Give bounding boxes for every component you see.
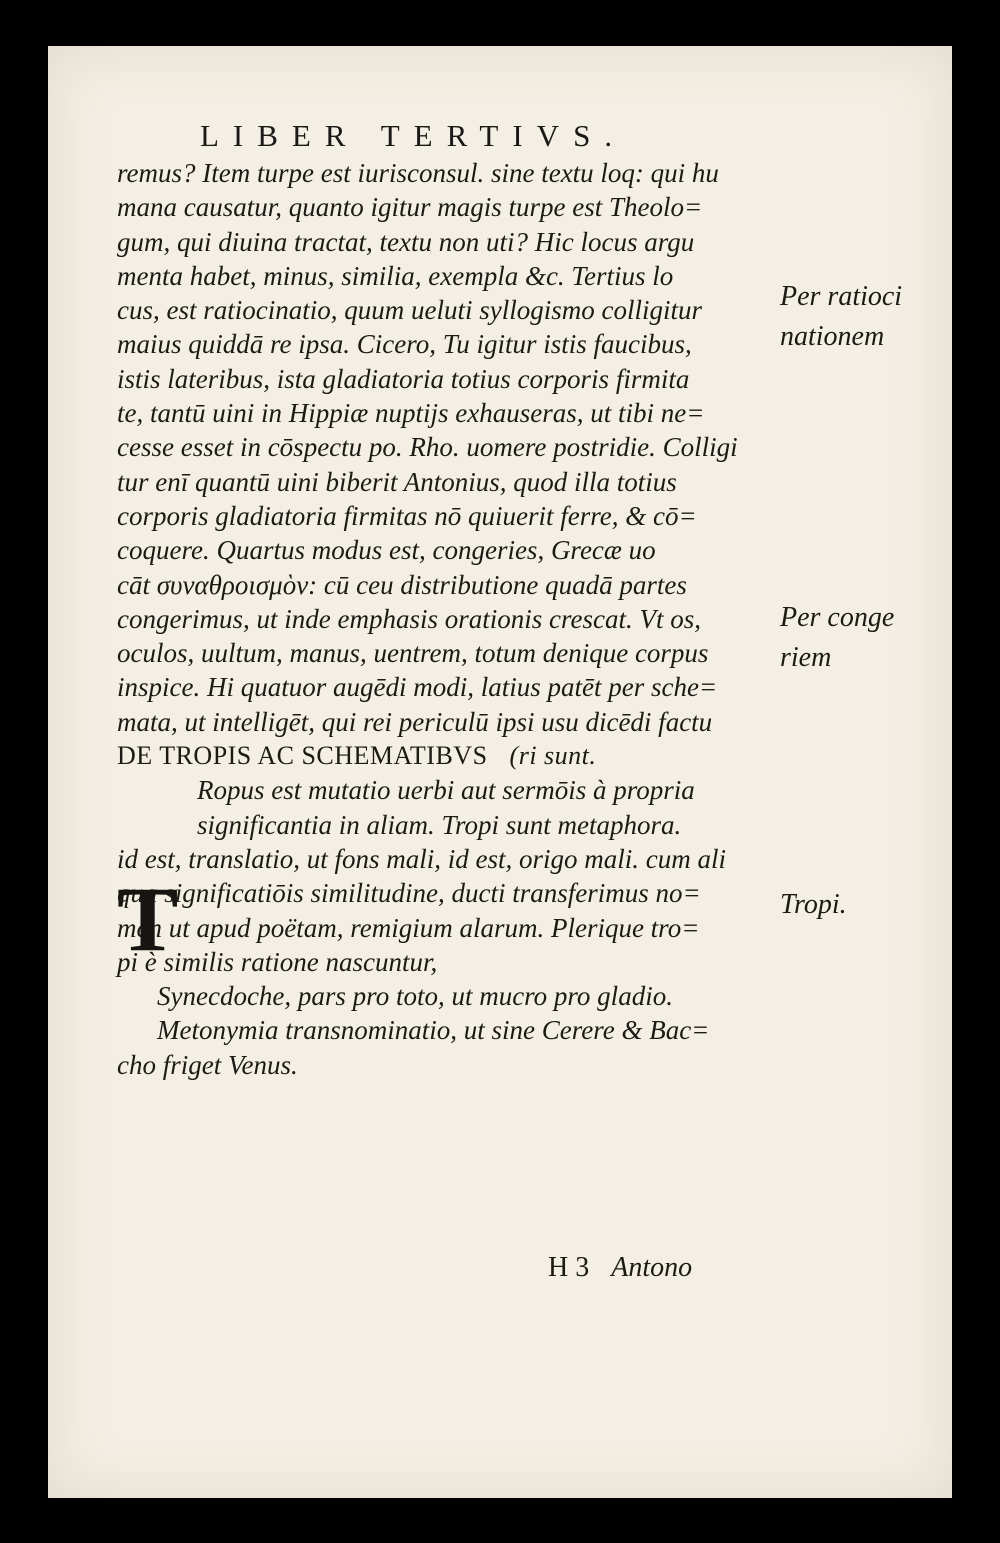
margin-note-ratiocinationem-2: nationem — [780, 321, 885, 352]
text-line: corporis gladiatoria firmitas nō quiuerit ferre, & cō= — [117, 500, 697, 531]
text-line: qua significatiōis similitudine, ducti transferimus no= — [117, 878, 701, 909]
text-line: cho friget Venus. — [117, 1049, 298, 1080]
margin-note-tropi: Tropi. — [780, 889, 847, 920]
text-line: cāt συναθροισμὸν: cū ceu distributione quadā partes — [117, 569, 687, 600]
text-line: mata, ut intelligēt, qui rei periculū ipsi usu dicēdi factu — [117, 706, 713, 737]
text-line: istis lateribus, ista gladiatoria totius corporis firmita — [117, 363, 690, 394]
text-line: men ut apud poëtam, remigium alarum. Plerique tro= — [117, 912, 700, 943]
text-line: inspice. Hi quatuor augēdi modi, latius patēt per sche= — [117, 672, 718, 703]
signature-mark: H 3 — [548, 1252, 590, 1283]
text-line: Metonymia transnominatio, ut sine Cerere & Bac= — [157, 1015, 710, 1046]
text-line: maius quiddā re ipsa. Cicero, Tu igitur istis faucibus, — [117, 329, 692, 360]
text-line: mana causatur, quanto igitur magis turpe est Theolo= — [117, 192, 703, 223]
text-line: congerimus, ut inde emphasis orationis crescat. Vt os, — [117, 603, 701, 634]
body-text — [117, 156, 777, 1082]
text-line: pi è similis ratione nascuntur, — [117, 946, 438, 977]
text-line: coquere. Quartus modus est, congeries, Grecæ uo — [117, 535, 656, 566]
text-line: cesse esset in cōspectu po. Rho. uomere postridie. Colligi — [117, 432, 738, 463]
heading-tail: (ri sunt. — [509, 741, 597, 771]
text-line: Synecdoche, pars pro toto, ut mucro pro gladio. — [157, 981, 673, 1012]
text-line: remus? Item turpe est iurisconsul. sine textu loq: qui hu — [117, 158, 719, 188]
text-line: id est, translatio, ut fons mali, id est, origo mali. cum ali — [117, 843, 727, 874]
text-line: menta habet, minus, similia, exempla &c. Tertius lo — [117, 260, 674, 291]
text-line: te, tantū uini in Hippiæ nuptijs exhauseras, ut tibi ne= — [117, 398, 705, 429]
catchword: Antono — [611, 1252, 693, 1283]
section-heading-text: DE TROPIS AC SCHEMATIBVS — [117, 741, 488, 771]
text-line: gum, qui diuina tractat, textu non uti? Hic locus argu — [117, 226, 695, 257]
text-line: significantia in aliam. Tropi sunt metaphora. — [197, 809, 682, 840]
text-line: cus, est ratiocinatio, quum ueluti syllogismo colligitur — [117, 295, 702, 326]
margin-note-ratiocinationem-1: Per ratioci — [780, 281, 903, 312]
running-head: LIBER TERTIVS. — [200, 118, 627, 153]
margin-note-congeriem-2: riem — [780, 642, 832, 673]
page-footer — [548, 1252, 692, 1284]
section-heading — [117, 739, 777, 773]
text-line: oculos, uultum, manus, uentrem, totum denique corpus — [117, 638, 709, 669]
drop-cap: T — [117, 868, 179, 970]
margin-note-congeriem-1: Per conge — [780, 602, 895, 633]
text-line: Ropus est mutatio uerbi aut sermōis à propria — [197, 775, 695, 806]
text-line: tur enī quantū uini biberit Antonius, quod illa totius — [117, 466, 677, 497]
